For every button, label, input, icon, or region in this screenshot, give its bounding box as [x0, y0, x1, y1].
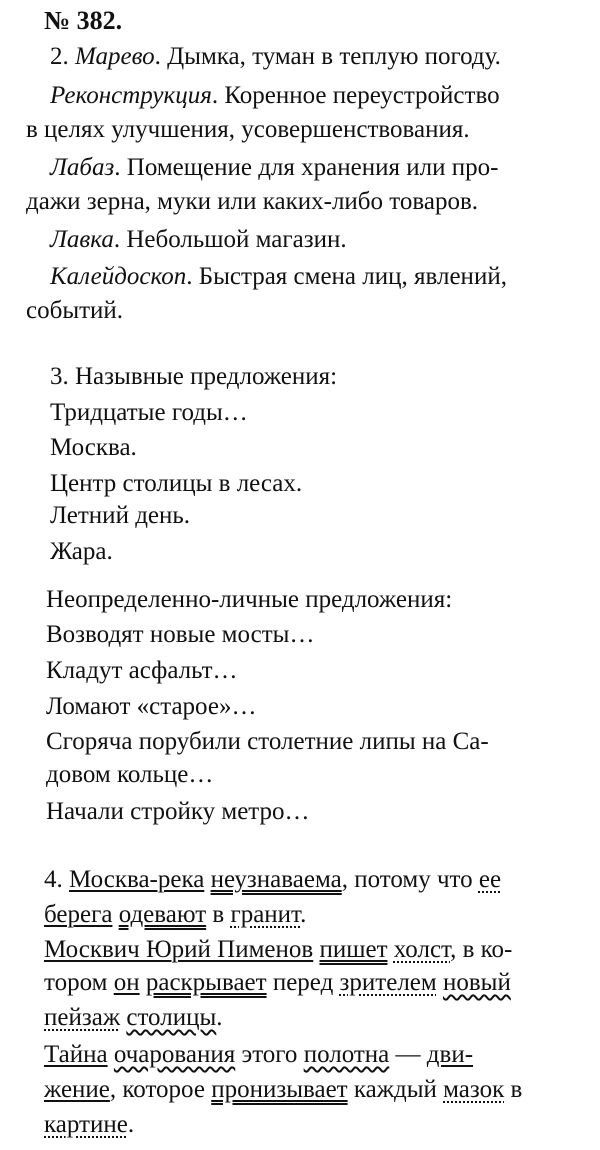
- example-sentence: довом кольце…: [46, 761, 214, 788]
- section-heading: 3. Назывные предложения:: [50, 363, 338, 390]
- definition-line: 2. Марево. Дымка, туман в теплую погоду.: [50, 43, 501, 70]
- attribute: очарования: [113, 1041, 236, 1068]
- analysis-line: берега одевают в гранит.: [44, 901, 307, 928]
- subject: Москвич Юрий Пименов: [44, 936, 314, 963]
- adverbial: картине: [44, 1111, 128, 1138]
- example-sentence: Ломают «старое»…: [46, 693, 257, 720]
- predicate: одевают: [118, 901, 207, 928]
- example-sentence: Жара.: [50, 538, 113, 565]
- exercise-number: № 382.: [44, 6, 123, 35]
- definition-line: Лавка. Небольшой магазин.: [50, 226, 347, 253]
- term: Реконструкция: [50, 82, 212, 109]
- example-sentence: Центр столицы в лесах.: [50, 470, 303, 497]
- predicate: пишет: [319, 936, 388, 963]
- analysis-line: тором он раскрывает перед зрителем новый: [44, 969, 511, 996]
- example-sentence: Кладут асфальт…: [46, 657, 238, 684]
- analysis-line: Москвич Юрий Пименов пишет холст, в ко-: [44, 936, 513, 963]
- term: Лабаз: [50, 154, 115, 181]
- definition-line: событий.: [26, 297, 124, 324]
- analysis-line: жение, которое пронизывает каждый мазок в: [44, 1076, 523, 1103]
- object: пейзаж: [44, 1004, 121, 1031]
- definition-line: Реконструкция. Коренное переустройство: [50, 82, 500, 109]
- object: гранит: [230, 901, 301, 928]
- predicate: раскрывает: [145, 969, 267, 996]
- example-sentence: Сгоряча порубили столетние липы на Са-: [46, 728, 489, 755]
- object: мазок: [443, 1076, 505, 1103]
- subject: Москва-река: [69, 866, 205, 893]
- subject: Тайна: [44, 1041, 108, 1068]
- attribute: полотна: [303, 1041, 390, 1068]
- example-sentence: Москва.: [50, 434, 137, 461]
- attribute: новый: [442, 969, 511, 996]
- example-sentence: Летний день.: [50, 502, 191, 529]
- definition-line: в целях улучшения, усовершенствования.: [26, 116, 470, 143]
- predicate: пронизывает: [211, 1076, 348, 1103]
- analysis-line: 4. Москва-река неузнаваема, потому что ее: [44, 866, 502, 893]
- analysis-line: Тайна очарования этого полотна — дви-: [44, 1041, 474, 1068]
- analysis-line: пейзаж столицы.: [44, 1004, 223, 1031]
- definition-line: Лабаз. Помещение для хранения или про-: [50, 154, 499, 181]
- predicate: жение: [44, 1076, 110, 1103]
- predicate: дви-: [426, 1041, 474, 1068]
- attribute: ее: [478, 866, 502, 893]
- example-sentence: Возводят новые мосты…: [46, 621, 315, 648]
- definition-line: Калейдоскоп. Быстрая смена лиц, явлений,: [50, 263, 507, 290]
- object: холст: [393, 936, 451, 963]
- attribute: столицы: [126, 1004, 217, 1031]
- example-sentence: Тридцатые годы…: [50, 399, 248, 426]
- object: зрителем: [339, 969, 437, 996]
- subject: он: [113, 969, 140, 996]
- term: Лавка: [50, 226, 114, 253]
- predicate: неузнаваема: [210, 866, 342, 893]
- section-heading: Неопределенно-личные предложения:: [46, 586, 453, 613]
- example-sentence: Начали стройку метро…: [46, 798, 310, 825]
- subject: берега: [44, 901, 113, 928]
- term: Марево: [75, 43, 155, 70]
- analysis-line: картине.: [44, 1111, 135, 1138]
- term: Калейдоскоп: [50, 263, 187, 290]
- definition-line: дажи зерна, муки или каких-либо товаров.: [26, 188, 479, 215]
